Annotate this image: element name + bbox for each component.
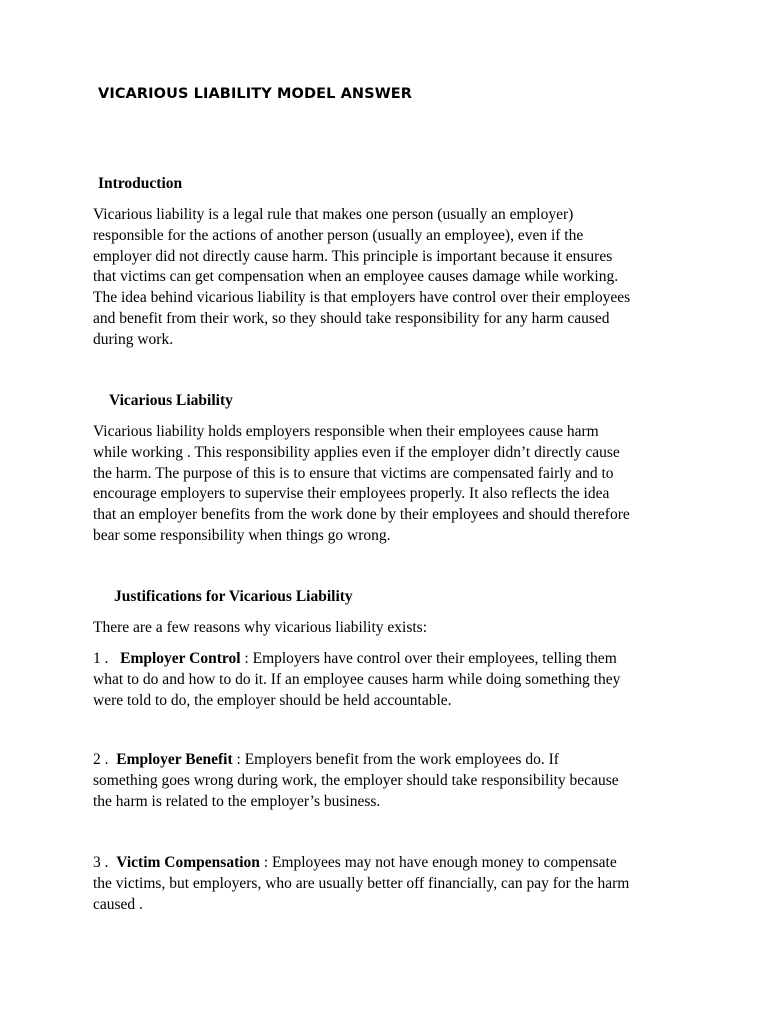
list-item-text: : Employers benefit from the work employees do. If — [232, 751, 559, 768]
list-item-term: Victim Compensation — [116, 854, 260, 871]
list-item-text: : Employers have control over their employees, telling them — [240, 650, 617, 667]
list-item-text: : Employees may not have enough money to compensate — [259, 854, 617, 871]
list-item-employer-benefit — [93, 750, 678, 812]
paragraph-line: caused . — [93, 895, 143, 913]
paragraph-line: bear some responsibility when things go wrong. — [93, 526, 391, 544]
paragraph-line: responsible for the actions of another person (usually an employee), even if the — [93, 226, 584, 244]
paragraph-line: encourage employers to supervise their employees properly. It also reflects the idea — [93, 485, 610, 503]
document-title: VICARIOUS LIABILITY MODEL ANSWER — [98, 86, 413, 102]
list-item-first-line — [93, 649, 678, 670]
paragraph-line: There are a few reasons why vicarious liability exists: — [93, 619, 427, 636]
list-item-first-line — [93, 750, 678, 771]
list-item-victim-compensation — [93, 853, 678, 915]
paragraph-line: that an employer benefits from the work done by their employees and should therefore — [93, 506, 630, 524]
heading-introduction: Introduction — [98, 175, 183, 192]
paragraph-line: while working . This responsibility applies even if the employer didn’t directly cause — [93, 443, 620, 461]
list-item-employer-control — [93, 649, 678, 711]
paragraph-line: the victims, but employers, who are usually better off financially, can pay for the harm — [93, 874, 630, 892]
paragraph-line: Vicarious liability is a legal rule that makes one person (usually an employer) — [93, 206, 574, 223]
paragraph-line: Vicarious liability holds employers responsible when their employees cause harm — [93, 423, 599, 440]
list-item-first-line — [93, 853, 678, 874]
heading-justifications: Justifications for Vicarious Liability — [114, 588, 353, 605]
justifications-intro — [93, 618, 678, 639]
paragraph-line: employer did not directly cause harm. This principle is important because it ensures — [93, 247, 613, 265]
paragraph-line: and benefit from their work, so they should take responsibility for any harm caused — [93, 309, 610, 327]
paragraph-line: the harm is related to the employer’s business. — [93, 792, 381, 810]
list-item-term: Employer Control — [120, 650, 241, 667]
paragraph-line: that victims can get compensation when an employee causes damage while working. — [93, 268, 619, 286]
paragraph-line: something goes wrong during work, the employer should take responsibility because — [93, 771, 619, 789]
paragraph-line: The idea behind vicarious liability is that employers have control over their employees — [93, 289, 631, 307]
paragraph-line: were told to do, the employer should be held accountable. — [93, 691, 452, 709]
paragraph-line: during work. — [93, 330, 174, 348]
paragraph-line: the harm. The purpose of this is to ensure that victims are compensated fairly and to — [93, 464, 614, 482]
paragraph-introduction — [93, 205, 678, 351]
list-item-number: 3 . — [93, 854, 117, 871]
list-item-number: 1 . — [93, 650, 121, 667]
paragraph-vicarious-liability — [93, 422, 678, 547]
list-item-term: Employer Benefit — [116, 751, 233, 768]
list-item-number: 2 . — [93, 751, 117, 768]
paragraph-line: what to do and how to do it. If an employee causes harm while doing something they — [93, 670, 621, 688]
heading-vicarious-liability: Vicarious Liability — [109, 392, 233, 409]
